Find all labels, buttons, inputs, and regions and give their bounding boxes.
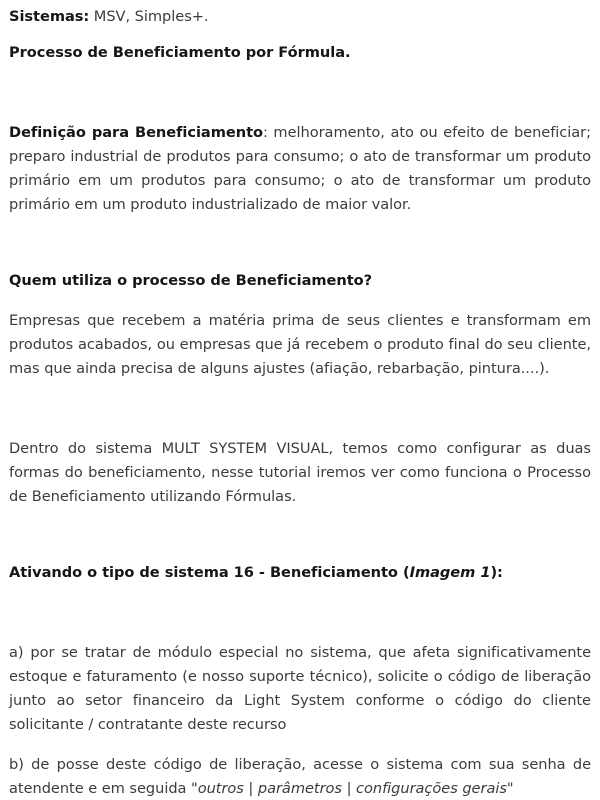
paragraph-definicao xyxy=(9,121,591,217)
definicao-label: Definição para Beneficiamento xyxy=(9,124,263,141)
definicao-text: : melhoramento, ato ou efeito de beneficiar; preparo industrial de produtos para consumo; o ato de transformar um produto primário em um produtos para consumo; o ato de transformar um produto primário em um produto industrializado de maior valor. xyxy=(9,124,591,213)
heading-quem-utiliza: Quem utiliza o processo de Beneficiamento? xyxy=(9,272,373,289)
spacer xyxy=(9,65,591,121)
ativando-heading-prefix: Ativando o tipo de sistema 16 - Beneficiamento ( xyxy=(9,564,410,581)
item-b-quote-close: " xyxy=(506,780,514,797)
heading-processo-beneficiamento: Processo de Beneficiamento por Fórmula. xyxy=(9,44,351,61)
document-body xyxy=(9,0,591,800)
item-b-menu-path: outros | parâmetros | configurações gerais xyxy=(197,780,507,797)
ativando-heading-image-ref: Imagem 1 xyxy=(409,564,491,581)
sistemas-value: MSV, Simples+. xyxy=(89,8,209,25)
spacer xyxy=(9,737,591,753)
spacer xyxy=(9,29,591,41)
sistemas-label: Sistemas: xyxy=(9,8,90,25)
paragraph-item-a: a) por se tratar de módulo especial no sistema, que afeta significativamente estoque e faturamento (e nosso suporte técnico), solicite o código de liberação junto ao setor financeiro da Light System conforme o código do cliente solicitante / contratante deste recurso xyxy=(9,644,591,733)
heading-ativando-sistema-16 xyxy=(9,561,591,585)
item-b-text: b) de posse deste código de liberação, acesse o sistema com sua senha de atendente e em seguida xyxy=(9,756,591,797)
spacer xyxy=(9,293,591,309)
item-b-quote-open: " xyxy=(191,780,198,797)
spacer xyxy=(9,217,591,269)
paragraph-dentro-sistema: Dentro do sistema MULT SYSTEM VISUAL, temos como configurar as duas formas do beneficiamento, nesse tutorial iremos ver como funciona o Processo de Beneficiamento utilizando Fórmulas. xyxy=(9,440,591,505)
paragraph-item-b xyxy=(9,753,591,800)
spacer xyxy=(9,381,591,437)
paragraph-quem-utiliza: Empresas que recebem a matéria prima de seus clientes e transformam em produtos acabados, ou empresas que já recebem o produto final do seu cliente, mas que ainda precisa de alguns ajustes (afiação, rebarbação, pintura....). xyxy=(9,312,591,377)
paragraph-sistemas xyxy=(9,5,591,29)
ativando-heading-suffix: ): xyxy=(490,564,503,581)
spacer xyxy=(9,585,591,641)
spacer xyxy=(9,509,591,561)
